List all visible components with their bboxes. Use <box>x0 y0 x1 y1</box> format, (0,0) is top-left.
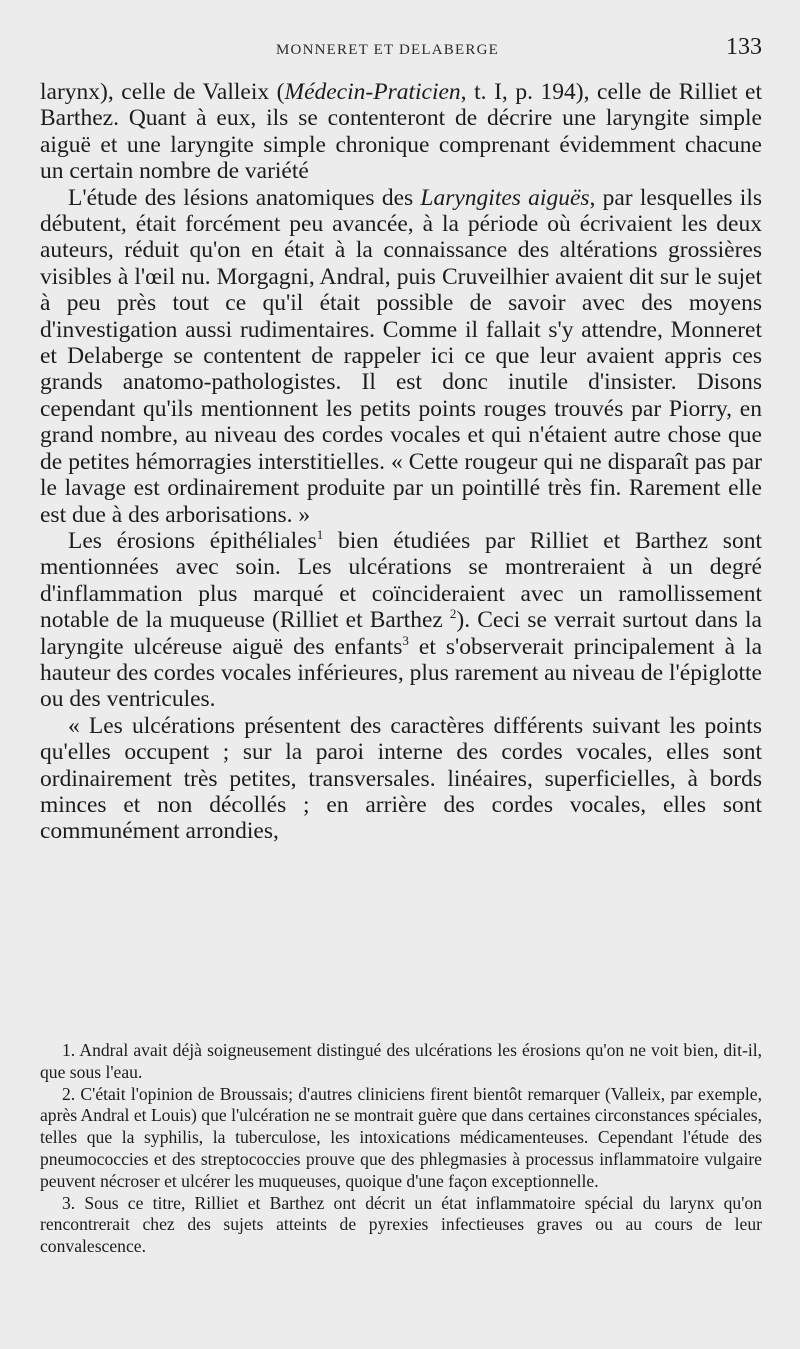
paragraph-2 <box>40 185 762 528</box>
text-segment: ). Ceci se verrait surtout dans la laryngite ulcéreuse aiguë des enfants <box>40 607 762 660</box>
paragraph-4 <box>40 713 762 845</box>
footnote-ref: 2 <box>449 606 457 622</box>
text-segment: Les érosions épithéliales <box>68 527 317 554</box>
text-segment: , par lesquelles ils débutent, était forcément peu avancée, à la période où écrivaient les deux auteurs, réduit qu'on en était à la connaissance des altérations grossières visibles à l'œil nu. Morgagni, Andral, puis Cruveilhier avaient dit sur le sujet à peu près tout ce qu'il était possible de savoir avec des moyens d'investigation aussi rudimentaires. Comme il fallait s'y attendre, Monneret et Delaberge se contentent de rappeler ici ce que leur avaient appris ces grands anatomo-pathologistes. Il est donc inutile d'insister. Disons cependant qu'ils mentionnent les petits points rouges trouvés par Piorry, en grand nombre, au niveau des cordes vocales et qui n'étaient autre chose que de petites hémorragies interstitielles. « Cette rougeur qui ne disparaît pas par le lavage est ordinairement produite par un pointillé très fin. Rarement elle est due à des arborisations. » <box>40 184 762 528</box>
body-text <box>40 79 762 845</box>
page-number: 133 <box>726 34 762 60</box>
text-segment: et s'observerait principalement à la hauteur des cordes vocales inférieures, plus rarement au niveau de l'épiglotte ou des ventricules. <box>40 633 762 713</box>
footnotes <box>40 1040 762 1258</box>
paragraph-1 <box>40 79 762 185</box>
footnote-1: 1. Andral avait déjà soigneusement distingué des ulcérations les érosions qu'on ne voit bien, dit-il, que sous l'eau. <box>40 1040 762 1082</box>
text-segment: L'étude des lésions anatomiques des <box>68 184 421 211</box>
text-segment: , t. I, p. 194), celle de Rilliet et Barthez. Quant à eux, ils se contenteront de décrire une laryngite simple aiguë et une laryngite simple chronique comprenant évidemment chacune un certain nombre de variété <box>40 79 762 185</box>
text-segment: bien étudiées par Rilliet et Barthez sont mentionnées avec soin. Les ulcérations se montreraient à un degré d'inflammation plus marqué et coïncideraient avec un ramollissement notable de la muqueuse (Rilliet et Barthez <box>40 527 762 634</box>
footnote-ref: 3 <box>402 632 409 648</box>
footnote-2: 2. C'était l'opinion de Broussais; d'autres cliniciens firent bientôt remarquer (Valleix, par exemple, après Andral et Louis) que l'ulcération ne se montrait guère que dans certaines circonstances spéciales, telles que la syphilis, la tuberculose, les intoxications médicamenteuses. Cependant l'étude des pneumococcies et des streptococcies prouve que des phlegmasies à processus inflammatoire vulgaire peuvent nécroser et ulcérer les muqueuses, quoique d'une façon exceptionnelle. <box>40 1083 762 1191</box>
page-header <box>0 34 800 66</box>
paragraph-3 <box>40 528 762 713</box>
footnote-3: 3. Sous ce titre, Rilliet et Barthez ont décrit un état inflammatoire spécial du larynx qu'on rencontrerait chez des sujets atteints de pyrexies infectieuses graves ou au cours de leur convalescence. <box>40 1192 762 1257</box>
text-segment: « Les ulcérations présentent des caractères différents suivant les points qu'elles occupent ; sur la paroi interne des cordes vocales, elles sont ordinairement très petites, transversales. linéaires, superficielles, à bords minces et non décollés ; en arrière des cordes vocales, elles sont communément arrondies, <box>40 712 762 845</box>
italic-text: Laryngites aiguës <box>420 184 590 211</box>
running-head: MONNERET ET DELABERGE <box>276 42 499 58</box>
italic-text: Médecin-Praticien <box>284 79 461 105</box>
text-segment: larynx), celle de Valleix ( <box>40 79 285 105</box>
footnote-ref: 1 <box>316 527 324 543</box>
